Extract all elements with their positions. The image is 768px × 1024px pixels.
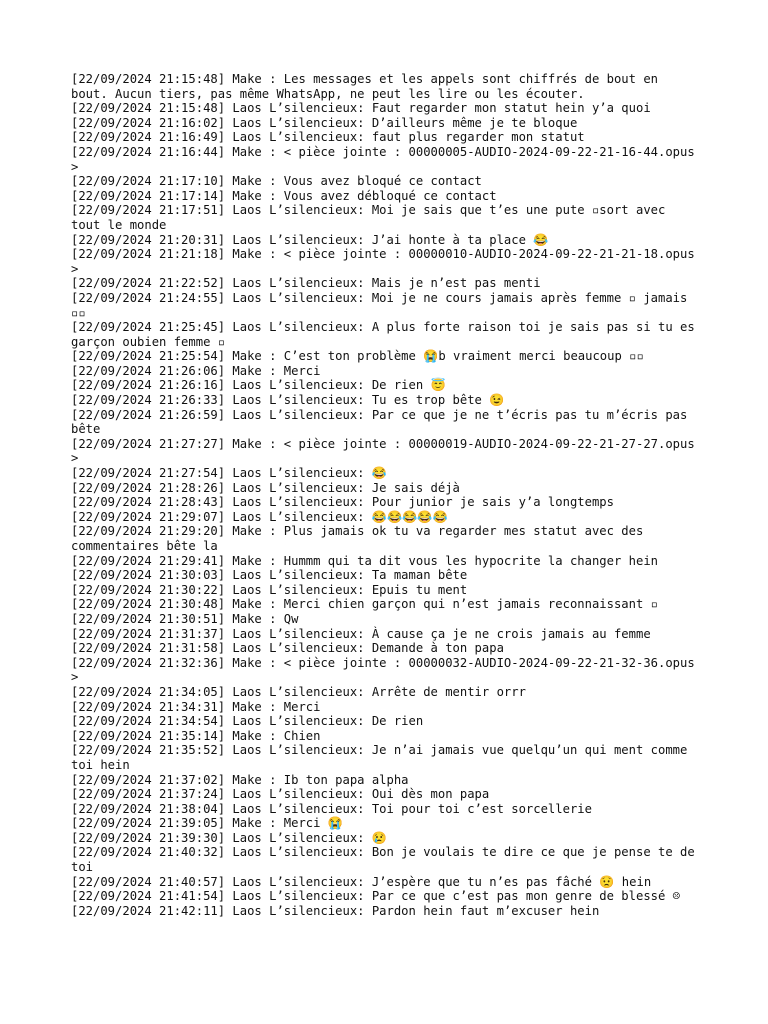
chat-message-line: [22/09/2024 21:16:49] Laos L’silencieux: faut plus regarder mon statut [71,130,585,145]
chat-message-line: [22/09/2024 21:17:51] Laos L’silencieux: Moi je sais que t’es une pute ▫sort avec tout le monde [71,203,673,232]
chat-message-line: [22/09/2024 21:30:03] Laos L’silencieux: Ta maman bête [71,568,468,583]
chat-message-line: [22/09/2024 21:41:54] Laos L’silencieux: Par ce que c’est pas mon genre de blessé ☹ [71,889,681,904]
chat-message-line: [22/09/2024 21:29:41] Make : Hummm qui ta dit vous les hypocrite la changer hein [71,553,658,568]
chat-message-line: [22/09/2024 21:31:58] Laos L’silencieux: Demande à ton papa [71,641,504,656]
chat-message-line: [22/09/2024 21:40:57] Laos L’silencieux: J’espère que tu n’es pas fâché 😟 hein [71,874,652,889]
chat-message-line: [22/09/2024 21:20:31] Laos L’silencieux: J’ai honte à ta place 😂 [71,232,549,247]
chat-message-line: [22/09/2024 21:30:51] Make : Qw [71,611,299,626]
chat-message-line: [22/09/2024 21:17:10] Make : Vous avez bloqué ce contact [71,174,482,189]
chat-message-line: [22/09/2024 21:21:18] Make : < pièce jointe : 00000010-AUDIO-2024-09-22-21-21-18.opus > [71,247,703,276]
chat-message-line: [22/09/2024 21:27:27] Make : < pièce jointe : 00000019-AUDIO-2024-09-22-21-27-27.opus > [71,436,703,466]
chat-message-line: [22/09/2024 21:42:11] Laos L’silencieux: Pardon hein faut m’excuser hein [71,903,600,918]
chat-message-line: [22/09/2024 21:22:52] Laos L’silencieux: Mais je n’est pas menti [71,276,541,291]
chat-message-line: [22/09/2024 21:26:06] Make : Merci [71,363,321,378]
chat-message-line: [22/09/2024 21:39:30] Laos L’silencieux: 😢 [71,830,388,845]
chat-message-line: [22/09/2024 21:15:48] Laos L’silencieux: Faut regarder mon statut hein y’a quoi [71,101,651,116]
chat-message-line: [22/09/2024 21:15:48] Make : Les messages et les appels sont chiffrés de bout en bout. Aucun tiers, pas même WhatsApp, ne peut les lire ou les écouter. [71,72,666,101]
chat-message-line: [22/09/2024 21:26:59] Laos L’silencieux: Par ce que je ne t’écris pas tu m’écris pas bête [71,407,695,437]
chat-message-line: [22/09/2024 21:32:36] Make : < pièce jointe : 00000032-AUDIO-2024-09-22-21-32-36.opus > [71,655,703,685]
chat-message-line: [22/09/2024 21:24:55] Laos L’silencieux: Moi je ne cours jamais après femme ▫ jamais ▫▫ [71,290,695,320]
chat-message-line: [22/09/2024 21:26:33] Laos L’silencieux: Tu es trop bête 😉 [71,393,505,408]
chat-message-line: [22/09/2024 21:39:05] Make : Merci 😭 [71,816,343,831]
chat-message-line: [22/09/2024 21:16:44] Make : < pièce jointe : 00000005-AUDIO-2024-09-22-21-16-44.opus > [71,144,703,174]
chat-message-line: [22/09/2024 21:35:14] Make : Chien [71,728,321,743]
chat-message-line: [22/09/2024 21:17:14] Make : Vous avez débloqué ce contact [71,188,497,203]
chat-message-line: [22/09/2024 21:37:02] Make : Ib ton papa alpha [71,772,409,787]
chat-message-line: [22/09/2024 21:34:54] Laos L’silencieux: De rien [71,714,424,729]
chat-message-line: [22/09/2024 21:16:02] Laos L’silencieux: D’ailleurs même je te bloque [71,115,578,130]
chat-message-line: [22/09/2024 21:37:24] Laos L’silencieux: Oui dès mon papa [71,787,490,802]
chat-message-line: [22/09/2024 21:38:04] Laos L’silencieux: Toi pour toi c’est sorcellerie [71,801,592,816]
chat-message-line: [22/09/2024 21:34:31] Make : Merci [71,699,321,714]
chat-message-line: [22/09/2024 21:28:26] Laos L’silencieux: Je sais déjà [71,480,460,495]
chat-message-line: [22/09/2024 21:29:20] Make : Plus jamais ok tu va regarder mes statut avec des commentaires bête la [71,524,651,553]
chat-message-line: [22/09/2024 21:27:54] Laos L’silencieux: 😂 [71,466,388,481]
chat-message-line: [22/09/2024 21:29:07] Laos L’silencieux: 😂😂😂😂😂 [71,509,448,524]
chat-message-line: [22/09/2024 21:31:37] Laos L’silencieux: À cause ça je ne crois jamais au femme [71,626,651,641]
chat-message-line: [22/09/2024 21:28:43] Laos L’silencieux: Pour junior je sais y’a longtemps [71,495,614,510]
chat-message-line: [22/09/2024 21:40:32] Laos L’silencieux: Bon je voulais te dire ce que je pense te de toi [71,845,703,875]
chat-transcript [71,72,701,918]
chat-message-line: [22/09/2024 21:30:22] Laos L’silencieux: Epuis tu ment [71,582,468,597]
chat-message-line: [22/09/2024 21:25:45] Laos L’silencieux: A plus forte raison toi je sais pas si tu es garçon oubien femme ▫ [71,320,703,349]
chat-message-line: [22/09/2024 21:35:52] Laos L’silencieux: Je n’ai jamais vue quelqu’un qui ment comme toi hein [71,743,695,772]
chat-message-line: [22/09/2024 21:25:54] Make : C’est ton problème 😭b vraiment merci beaucoup ▫▫ [71,349,644,364]
chat-message-line: [22/09/2024 21:34:05] Laos L’silencieux: Arrête de mentir orrr [71,684,526,699]
chat-message-line: [22/09/2024 21:30:48] Make : Merci chien garçon qui n’est jamais reconnaissant ▫ [71,597,658,612]
chat-message-line: [22/09/2024 21:26:16] Laos L’silencieux: De rien 😇 [71,378,446,393]
